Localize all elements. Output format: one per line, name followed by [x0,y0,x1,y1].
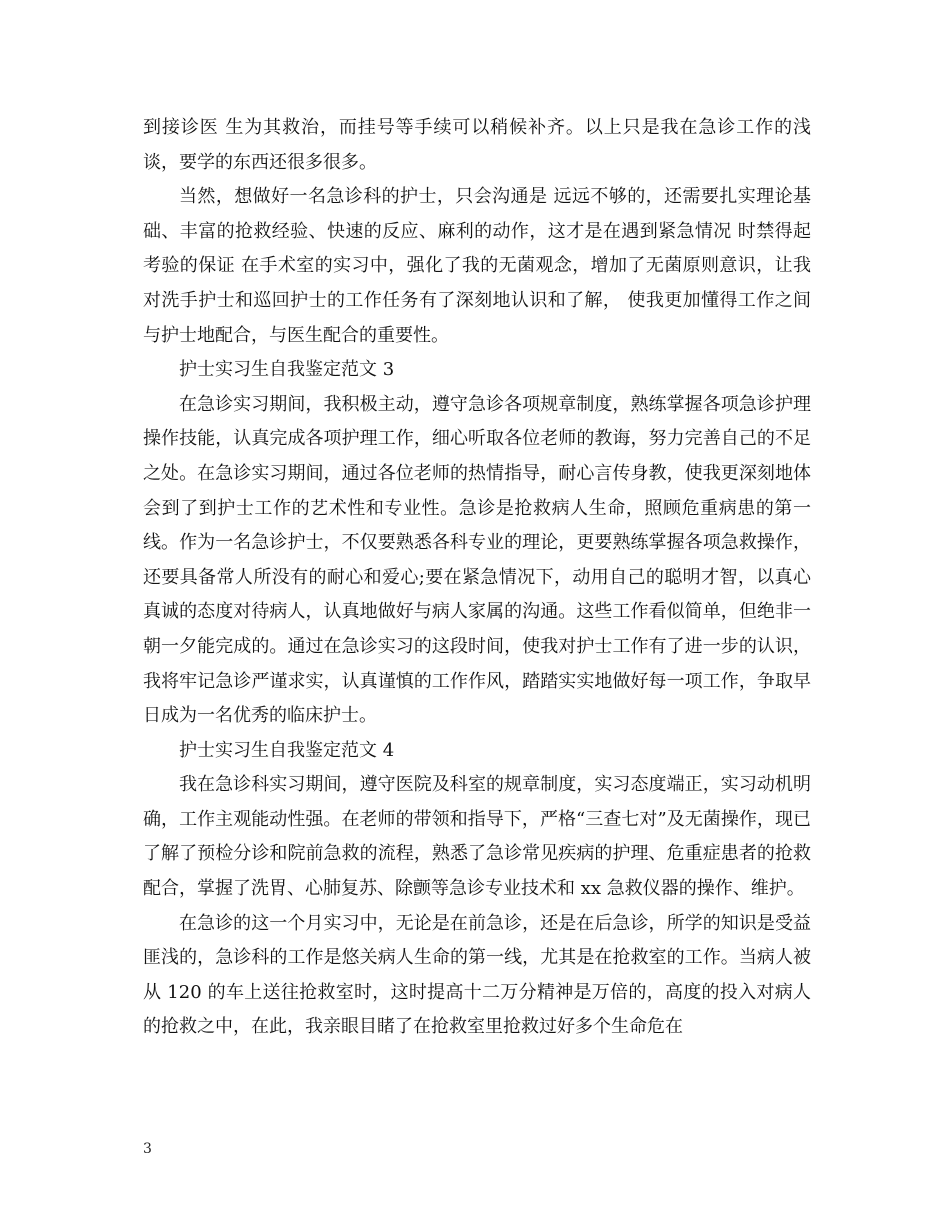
paragraph-emergency-internship: 在急诊实习期间，我积极主动，遵守急诊各项规章制度，熟练掌握各项急诊护理操作技能，认真完成各项护理工作，细心听取各位老师的教诲，努力完善自己的不足之处。在急诊实习期间，通过各位老师的热情指导，耐心言传身教，使我更深刻地体会到了到护士工作的艺术性和专业性。急诊是抢救病人生命，照顾危重病患的第一线。作为一名急诊护士，不仅要熟悉各科专业的理论，更要熟练掌握各项急救操作，还要具备常人所没有的耐心和爱心;要在紧急情况下，动用自己的聪明才智，以真心真诚的态度对待病人，认真地做好与病人家属的沟通。这些工作看似简单，但绝非一朝一夕能完成的。通过在急诊实习的这段时间，使我对护士工作有了进一步的认识，我将牢记急诊严谨求实，认真谨慎的工作作风，踏踏实实地做好每一项工作，争取早日成为一名优秀的临床护士。 [143,393,811,727]
document-body [143,111,811,1045]
page-number: 3 [143,1141,152,1157]
paragraph-one-month-internship: 在急诊的这一个月实习中，无论是在前急诊，还是在后急诊，所学的知识是受益匪浅的，急诊科的工作是悠关病人生命的第一线，尤其是在抢救室的工作。当病人被从 120 的车上送往抢救室时，这时提高十二万分精神是万倍的，高度的投入对病人的抢救之中，在此，我亲眼目睹了在抢救室里抢救过好多个生命危在 [143,912,811,1038]
paragraph-emergency-department-rules: 我在急诊科实习期间，遵守医院及科室的规章制度，实习态度端正，实习动机明确，工作主观能动性强。在老师的带领和指导下，严格“三查七对”及无菌操作，现已了解了预检分诊和院前急救的流程，熟悉了急诊常见疾病的护理、危重症患者的抢救配合，掌握了洗胃、心肺复苏、除颤等急诊专业技术和 xx 急救仪器的操作、维护。 [143,774,811,900]
section-heading-3: 护士实习生自我鉴定范文 3 [179,359,395,381]
section-heading-4: 护士实习生自我鉴定范文 4 [179,739,395,761]
paragraph-continuation: 到接诊医 生为其救治，而挂号等手续可以稍候补齐。以上只是我在急诊工作的浅谈，要学的东西还很多很多。 [143,117,811,173]
paragraph-communication-skills: 当然，想做好一名急诊科的护士，只会沟通是 远远不够的，还需要扎实理论基础、丰富的抢救经验、快速的反应、麻利的动作，这才是在遇到紧急情况 时禁得起考验的保证 在手术室的实习中，强化了我的无菌观念，增加了无菌原则意识，让我对洗手护士和巡回护士的工作任务有了深刻地认识和了解， 使我更加懂得工作之间与护士地配合，与医生配合的重要性。 [143,186,811,346]
